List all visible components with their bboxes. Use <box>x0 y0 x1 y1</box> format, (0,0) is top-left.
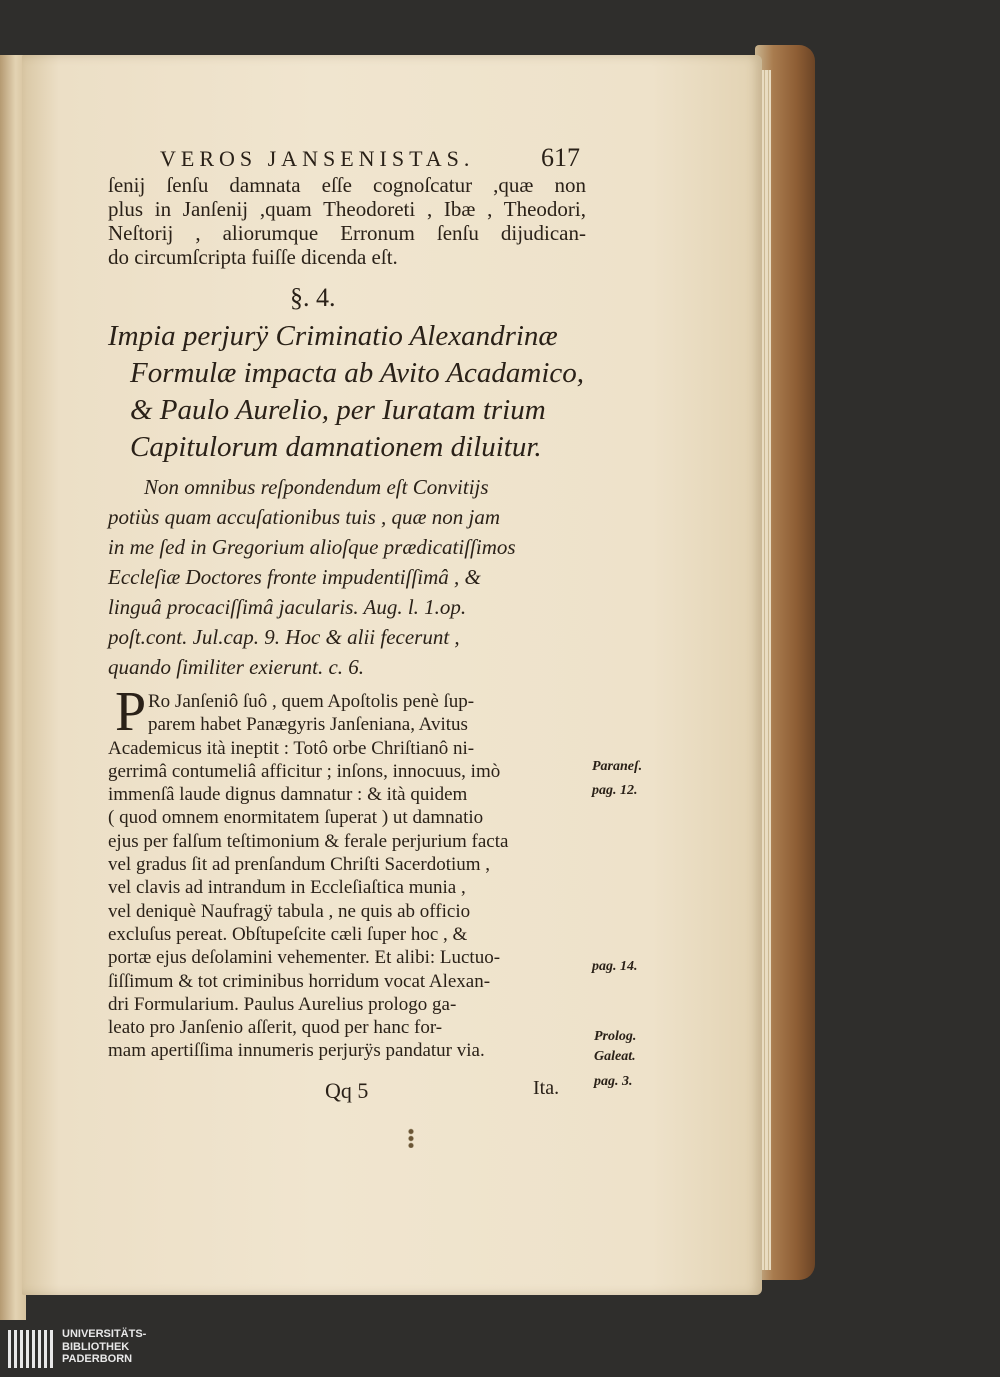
epigraph-quote <box>108 472 593 682</box>
quote-line: potiùs quam accuſationibus tuis , quæ non jam <box>108 505 501 529</box>
quote-line: Non omnibus reſpondendum eſt Convitijs <box>144 475 489 499</box>
main-line: excluſus pereat. Obſtupeſcite cæli ſuper hoc , & <box>108 923 468 945</box>
main-line: ( quod omnem enormitatem ſuperat ) ut damnatio <box>108 807 484 829</box>
heading-line: & Paulo Aurelio, per Iuratam trium <box>130 394 546 426</box>
library-name-line: PADERBORN <box>62 1353 133 1365</box>
main-line: Academicus ità ineptit : Totô orbe Chriſtianô ni- <box>108 737 475 759</box>
heading-line: Impia perjurÿ Criminatio Alexandrinæ <box>108 320 558 352</box>
main-line: portæ ejus deſolamini vehementer. Et alibi: Luctuo- <box>108 947 501 969</box>
library-footer <box>0 1327 1000 1377</box>
section-heading <box>108 318 588 466</box>
main-line: gerrimâ contumeliâ afficitur ; inſons, innocuus, imò <box>108 760 501 782</box>
page-ornament <box>408 1128 414 1148</box>
main-line: mam apertiſſima innumeris perjurÿs pandatur via. <box>108 1040 485 1062</box>
margin-note-pag12: pag. 12. <box>592 783 638 798</box>
drop-cap: P <box>115 681 147 743</box>
signature-mark: Qq 5 <box>325 1078 369 1103</box>
main-line: vel clavis ad intrandum in Eccleſiaſtica munia , <box>108 877 466 899</box>
section-mark: §. 4. <box>290 283 336 312</box>
main-paragraph <box>108 681 590 1063</box>
margin-note-pag3: pag. 3. <box>594 1074 633 1089</box>
main-line: vel deniquè Naufragÿ tabula , ne quis ab officio <box>108 900 471 922</box>
running-title: VEROS JANSENISTAS. <box>160 146 475 171</box>
intro-line: Neſtorij , aliorumque Erronum ſenſu dijudican- <box>108 221 586 245</box>
main-line: immenſâ laude dignus damnatur : & ità quidem <box>108 784 468 806</box>
page-number: 617 <box>541 143 580 172</box>
page-header <box>160 143 580 173</box>
intro-line: ſenij ſenſu damnata eſſe cognoſcatur ,quæ non <box>108 173 586 197</box>
margin-note-prolog: Prolog. <box>594 1029 637 1044</box>
margin-note-galeat: Galeat. <box>594 1049 636 1064</box>
quote-line: quando ſimiliter exierunt. c. 6. <box>108 655 365 679</box>
main-line: vel gradus ſit ad prenſandum Chriſti Sacerdotium , <box>108 854 491 876</box>
quote-line: Eccleſiæ Doctores fronte impudentiſſimâ , & <box>108 565 481 589</box>
main-line: Ro Janſeniô ſuô , quem Apoſtolis penè ſup- <box>148 691 475 712</box>
quote-line: poſt.cont. Jul.cap. 9. Hoc & alii fecerunt , <box>108 625 460 649</box>
intro-line: do circumſcripta fuiſſe dicenda eſt. <box>108 245 398 269</box>
heading-line: Formulæ impacta ab Avito Acadamico, <box>130 357 585 389</box>
heading-line: Capitulorum damnationem diluitur. <box>130 431 542 463</box>
library-name-line: UNIVERSITÄTS- <box>62 1328 147 1340</box>
margin-note-pag14: pag. 14. <box>592 959 638 974</box>
main-line: ejus per falſum teſtimonium & ferale perjurium facta <box>108 830 509 852</box>
library-name-line: BIBLIOTHEK <box>62 1340 130 1353</box>
main-line: dri Formularium. Paulus Aurelius prologo ga- <box>108 993 457 1015</box>
main-line: parem habet Panægyris Janſeniana, Avitus <box>148 714 468 736</box>
library-name <box>62 1328 146 1366</box>
intro-line: plus in Janſenij ,quam Theodoreti , Ibæ , Theodori, <box>108 197 586 221</box>
margin-note-paranes: Paraneſ. <box>592 759 643 774</box>
quote-line: in me ſed in Gregorium alioſque prædicatiſſimos <box>108 535 516 559</box>
catchword: Ita. <box>533 1077 560 1099</box>
main-line: ſiſſimum & tot criminibus horridum vocat Alexan- <box>108 970 491 992</box>
intro-paragraph <box>108 173 586 269</box>
library-logo-icon <box>8 1330 53 1368</box>
main-line: leato pro Janſenio aſſerit, quod per hanc for- <box>108 1017 443 1039</box>
quote-line: linguâ procaciſſimâ jacularis. Aug. l. 1.op. <box>108 595 467 619</box>
